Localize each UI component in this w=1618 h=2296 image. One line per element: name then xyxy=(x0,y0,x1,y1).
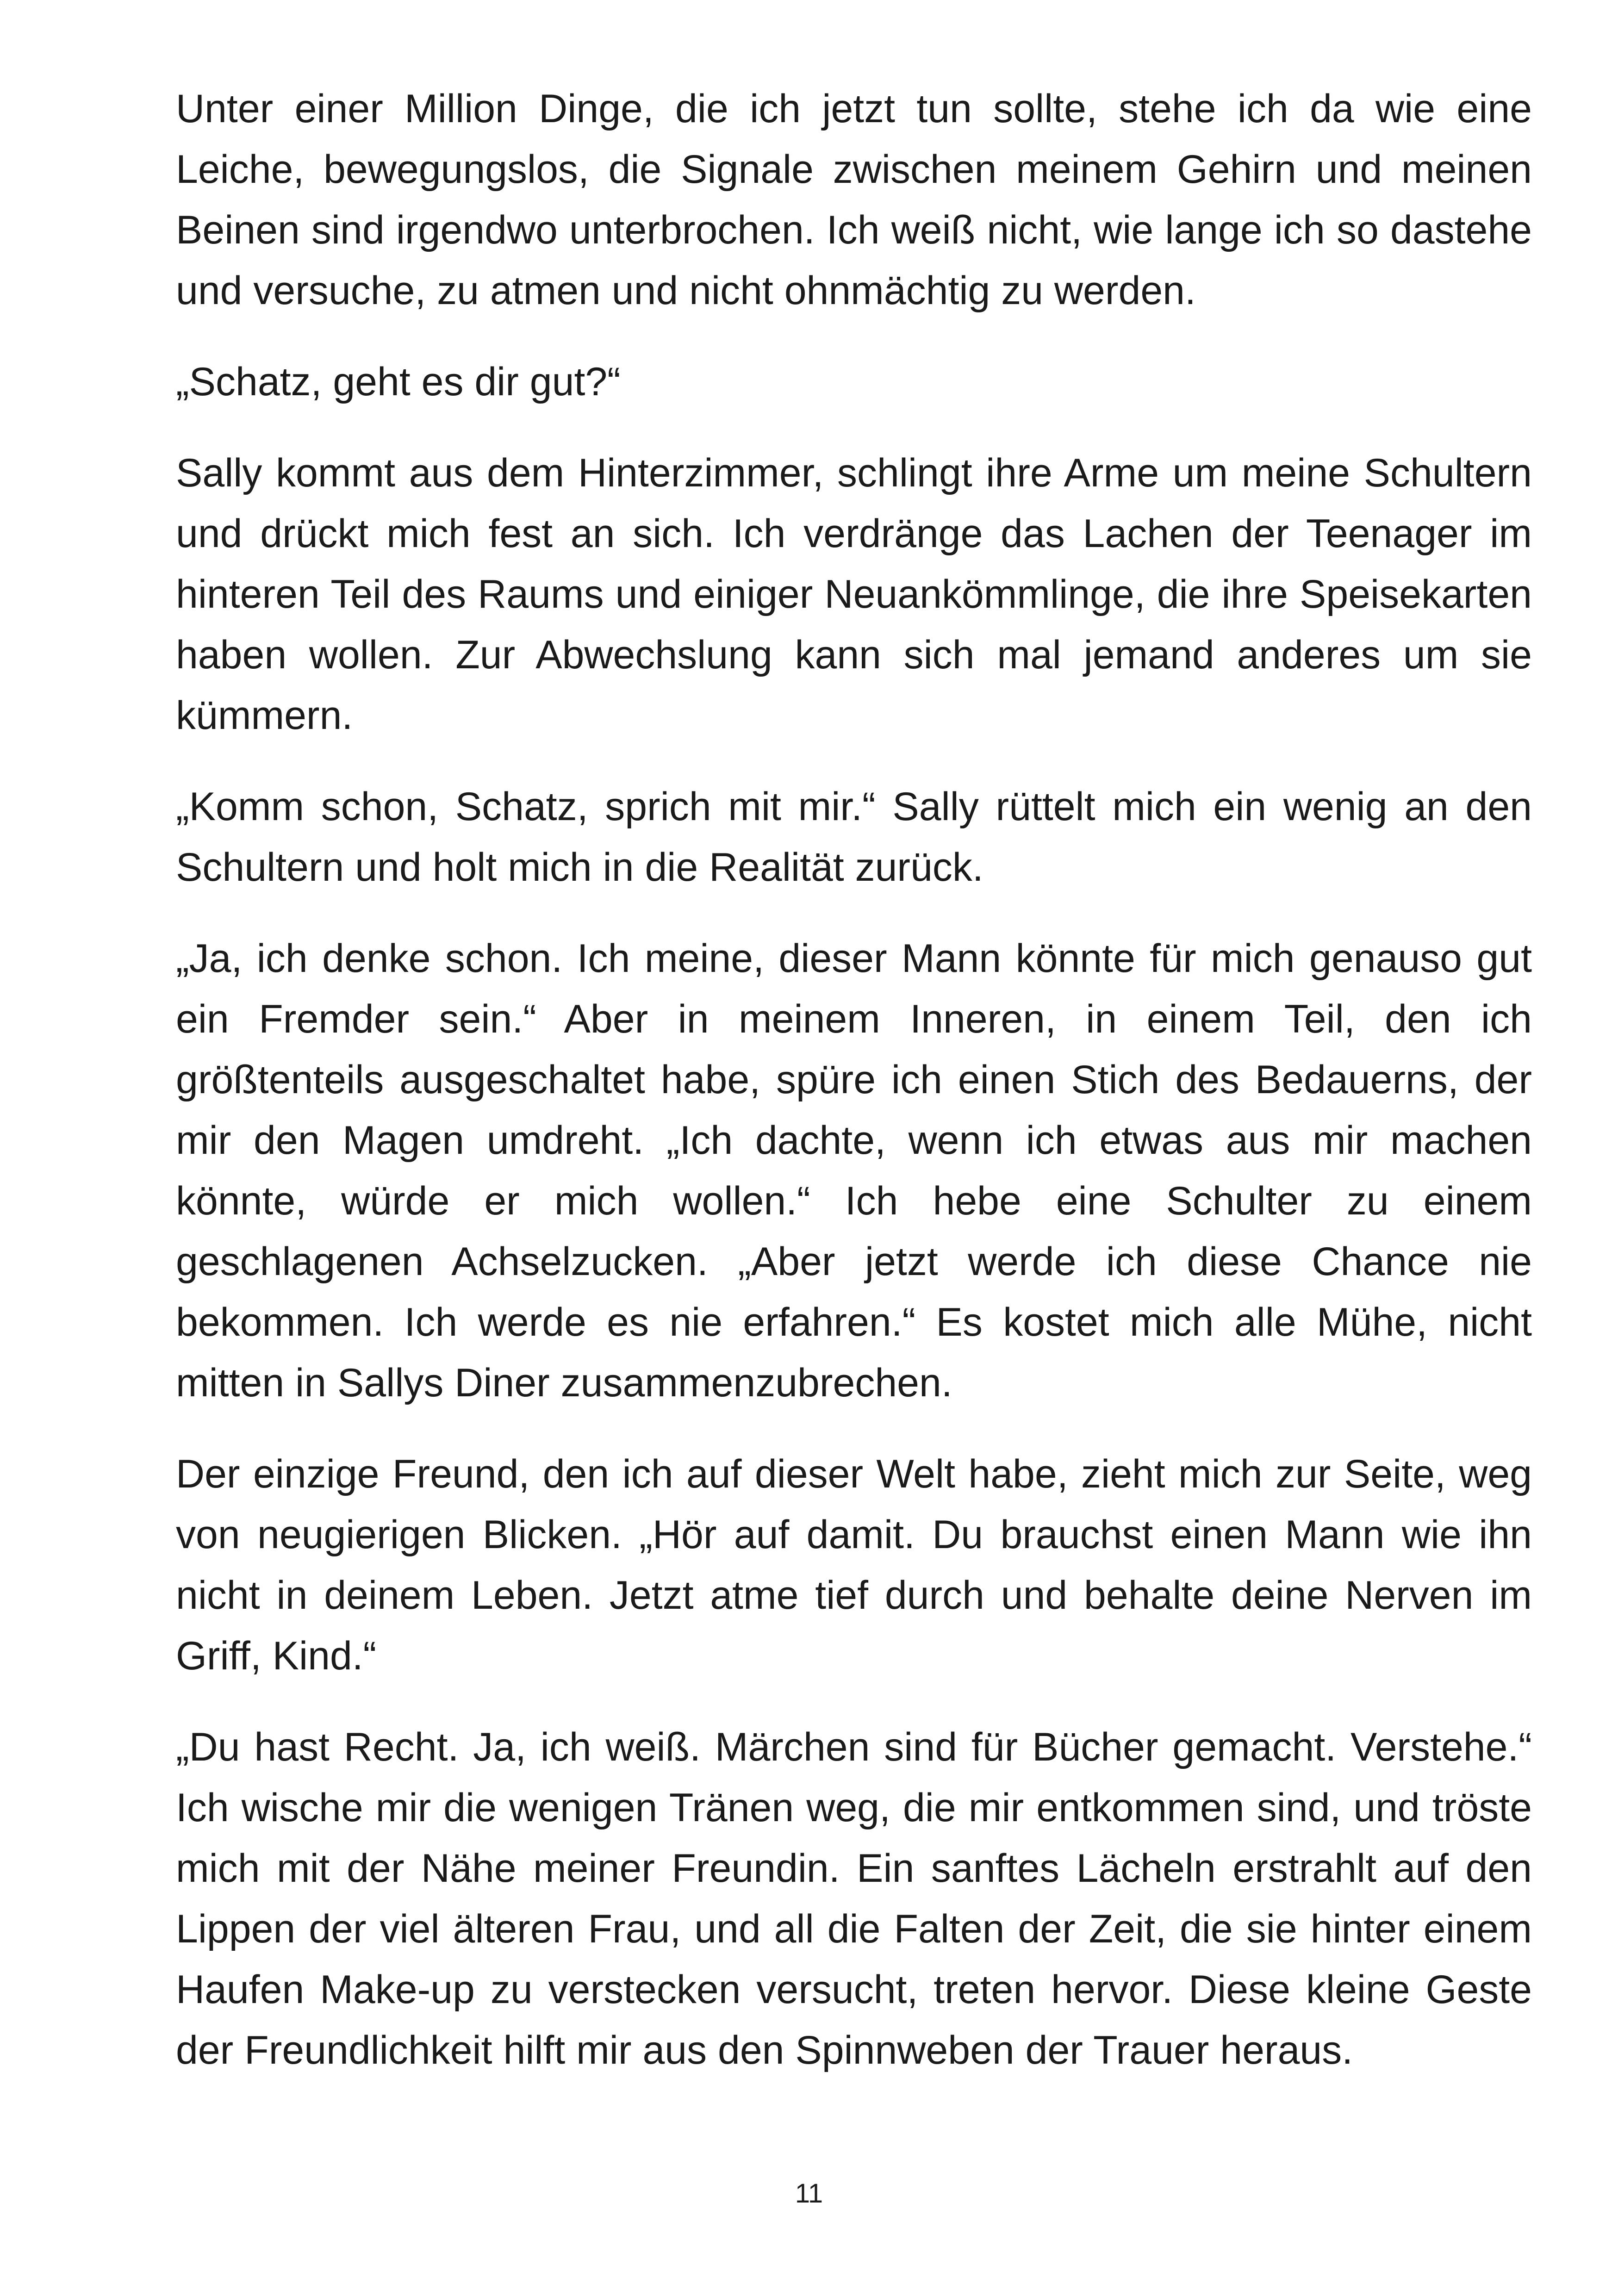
paragraph-2: „Schatz, geht es dir gut?“ xyxy=(176,360,621,404)
paragraph-4: „Komm schon, Schatz, sprich mit mir.“ Sally rüttelt mich ein wenig an den Schultern und holt mich in die Realität zurück. xyxy=(176,784,1532,890)
page-body xyxy=(176,79,1532,2081)
paragraph-1: Unter einer Million Dinge, die ich jetzt tun sollte, stehe ich da wie eine Leiche, bewegungslos, die Signale zwischen meinem Gehirn und meinen Beinen sind irgendwo unterbrochen. Ich weiß nicht, wie lange ich so dastehe und versuche, zu atmen und nicht ohnmächtig zu werden. xyxy=(176,87,1532,313)
paragraph-3: Sally kommt aus dem Hinterzimmer, schlingt ihre Arme um meine Schultern und drückt mich fest an sich. Ich verdränge das Lachen der Teenager im hinteren Teil des Raums und einiger Neuankömmlinge, die ihre Speisekarten haben wollen. Zur Abwechslung kann sich mal jemand anderes um sie kümmern. xyxy=(176,451,1532,738)
paragraph-5: „Ja, ich denke schon. Ich meine, dieser Mann könnte für mich genauso gut ein Fremder sein.“ Aber in meinem Inneren, in einem Teil, den ich größtenteils ausgeschaltet habe, spüre ich einen Stich des Bedauerns, der mir den Magen umdreht. „Ich dachte, wenn ich etwas aus mir machen könnte, würde er mich wollen.“ Ich hebe eine Schulter zu einem geschlagenen Achselzucken. „Aber jetzt werde ich diese Chance nie bekommen. Ich werde es nie erfahren.“ Es kostet mich alle Mühe, nicht mitten in Sallys Diner zusammenzubrechen. xyxy=(176,936,1532,1405)
paragraph-7: „Du hast Recht. Ja, ich weiß. Märchen sind für Bücher gemacht. Verstehe.“ Ich wische mir die wenigen Tränen weg, die mir entkommen sind, und tröste mich mit der Nähe meiner Freundin. Ein sanftes Lächeln erstrahlt auf den Lippen der viel älteren Frau, und all die Falten der Zeit, die sie hinter einem Haufen Make-up zu verstecken versucht, treten hervor. Diese kleine Geste der Freundlichkeit hilft mir aus den Spinnweben der Trauer heraus. xyxy=(176,1725,1532,2072)
paragraph-6: Der einzige Freund, den ich auf dieser Welt habe, zieht mich zur Seite, weg von neugierigen Blicken. „Hör auf damit. Du brauchst einen Mann wie ihn nicht in deinem Leben. Jetzt atme tief durch und behalte deine Nerven im Griff, Kind.“ xyxy=(176,1452,1532,1678)
page-number: 11 xyxy=(795,2178,823,2209)
